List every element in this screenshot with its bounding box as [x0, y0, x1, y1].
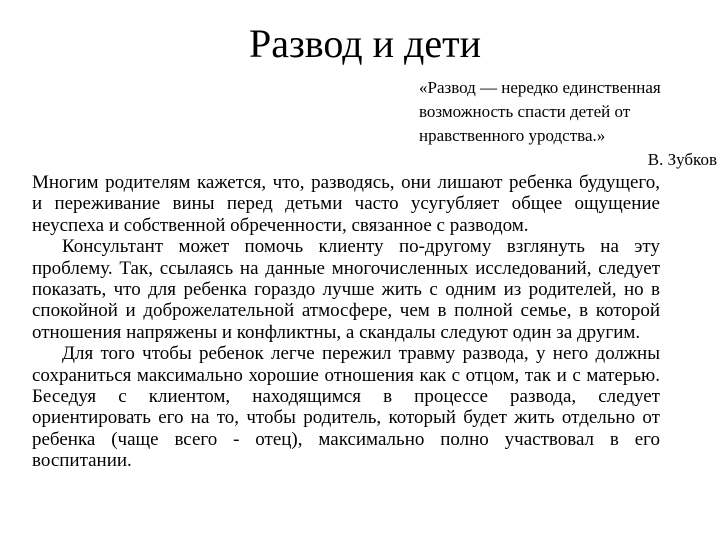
paragraph: Для того чтобы ребенок легче пережил травму развода, у него должны сохраниться максимально хорошие отношения как с отцом, так и с матерью. Беседуя с клиентом, находящимся в процессе развода, следует ориентировать его на то, чтобы родитель, который будет жить отдельно от ребенка (чаще всего - отец), максимально полно участвовал в его воспитании.	[32, 343, 660, 472]
epigraph-author: В. Зубков	[647, 150, 717, 169]
epigraph-line: возможность спасти детей от	[419, 102, 631, 121]
paragraph: Консультант может помочь клиенту по-другому взглянуть на эту проблему. Так, ссылаясь на данные многочисленных исследований, следует показать, что для ребенка гораздо лучше жить с одним из родителей, но в спокойной и доброжелательной атмосфере, чем в полной семье, в которой отношения напряжены и конфликтны, а скандалы следуют один за другим.	[32, 236, 660, 343]
slide-title: Развод и дети	[248, 21, 481, 66]
epigraph	[419, 76, 719, 172]
body-text	[32, 172, 660, 472]
paragraph: Многим родителям кажется, что, разводясь, они лишают ребенка будущего, и переживание вины перед детьми часто усугубляет общее ощущение неуспеха и собственной обреченности, связанное с разводом.	[32, 172, 660, 236]
epigraph-line: «Развод — нередко единственная	[419, 78, 661, 97]
epigraph-line: нравственного уродства.»	[419, 126, 606, 145]
